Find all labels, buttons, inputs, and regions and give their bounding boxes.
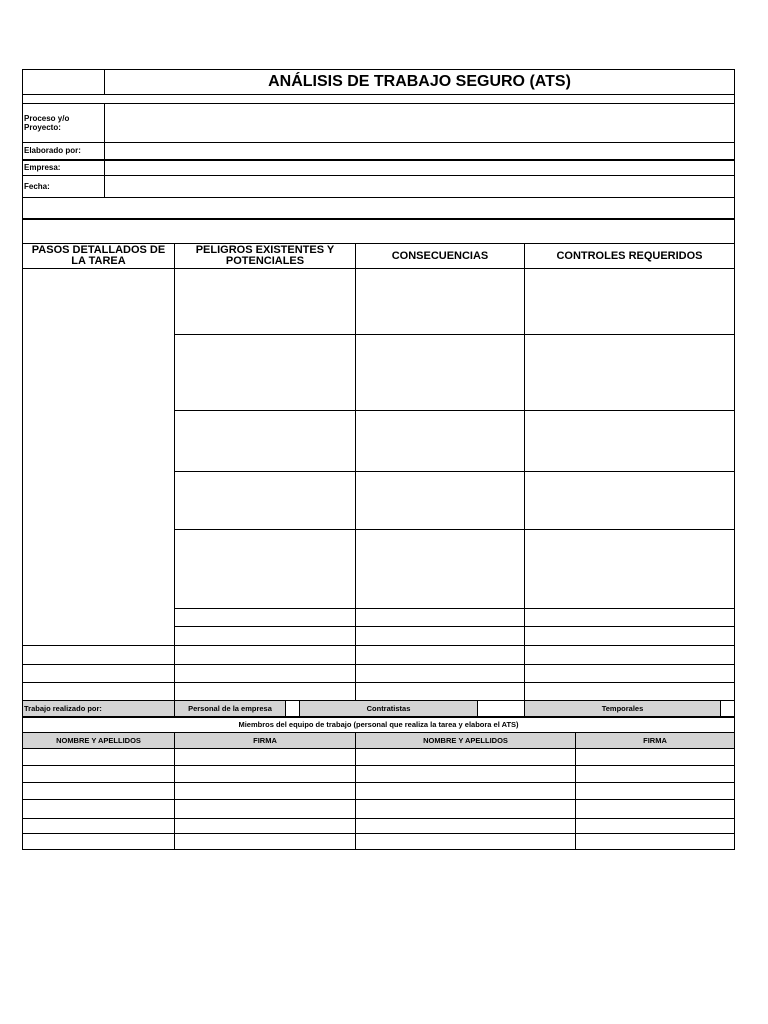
team-cell[interactable]: [23, 833, 175, 849]
column-header-nombre: NOMBRE Y APELLIDOS: [23, 732, 175, 748]
column-header-controles: CONTROLES REQUERIDOS: [525, 244, 735, 269]
table-cell[interactable]: [175, 530, 356, 609]
column-header-pasos: PASOS DETALLADOS DE LA TAREA: [23, 244, 175, 269]
team-cell[interactable]: [576, 782, 735, 799]
team-cell[interactable]: [576, 765, 735, 782]
proceso-field[interactable]: [105, 104, 735, 143]
team-cell[interactable]: [356, 748, 576, 765]
work-done-table: [22, 700, 735, 717]
table-cell[interactable]: [175, 627, 356, 646]
table-cell[interactable]: [525, 683, 735, 701]
column-header-consecuencias: CONSECUENCIAS: [356, 244, 525, 269]
work-done-label: Trabajo realizado por:: [23, 701, 175, 717]
table-cell[interactable]: [175, 665, 356, 683]
table-cell[interactable]: [356, 269, 525, 335]
table-cell[interactable]: [175, 472, 356, 530]
table-cell[interactable]: [175, 683, 356, 701]
column-header-peligros: PELIGROS EXISTENTES Y POTENCIALES: [175, 244, 356, 269]
team-cell[interactable]: [576, 799, 735, 818]
column-header-firma: FIRMA: [175, 732, 356, 748]
steps-cell[interactable]: [23, 269, 175, 646]
team-cell[interactable]: [576, 833, 735, 849]
team-cell[interactable]: [23, 748, 175, 765]
table-cell[interactable]: [525, 335, 735, 411]
team-cell[interactable]: [356, 782, 576, 799]
table-cell[interactable]: [23, 665, 175, 683]
table-cell[interactable]: [175, 609, 356, 627]
header-table: [22, 69, 735, 244]
option-temporales: Temporales: [525, 701, 721, 717]
table-cell[interactable]: [356, 609, 525, 627]
table-cell[interactable]: [175, 269, 356, 335]
table-cell[interactable]: [356, 627, 525, 646]
proceso-label: Proceso y/o Proyecto:: [23, 104, 105, 143]
team-cell[interactable]: [23, 799, 175, 818]
team-cell[interactable]: [576, 818, 735, 833]
table-cell[interactable]: [356, 530, 525, 609]
fecha-field[interactable]: [105, 176, 735, 198]
team-cell[interactable]: [356, 818, 576, 833]
team-cell[interactable]: [175, 818, 356, 833]
checkbox-temporales[interactable]: [721, 701, 735, 717]
table-cell[interactable]: [23, 646, 175, 665]
table-cell[interactable]: [23, 683, 175, 701]
blank-row: [23, 198, 735, 219]
table-cell[interactable]: [525, 411, 735, 472]
team-cell[interactable]: [356, 799, 576, 818]
team-cell[interactable]: [356, 833, 576, 849]
column-header-nombre: NOMBRE Y APELLIDOS: [356, 732, 576, 748]
checkbox-personal-empresa[interactable]: [286, 701, 300, 717]
table-cell[interactable]: [525, 472, 735, 530]
table-cell[interactable]: [356, 472, 525, 530]
fecha-label: Fecha:: [23, 176, 105, 198]
blank-row: [23, 219, 735, 244]
empresa-field[interactable]: [105, 160, 735, 176]
team-cell[interactable]: [23, 818, 175, 833]
spacer-row: [23, 95, 735, 104]
checkbox-contratistas[interactable]: [478, 701, 525, 717]
empresa-label: Empresa:: [23, 160, 105, 176]
table-cell[interactable]: [356, 335, 525, 411]
page-title: ANÁLISIS DE TRABAJO SEGURO (ATS): [105, 70, 735, 95]
team-table: [22, 716, 735, 850]
team-cell[interactable]: [175, 833, 356, 849]
elaborado-field[interactable]: [105, 143, 735, 160]
table-cell[interactable]: [356, 683, 525, 701]
team-cell[interactable]: [356, 765, 576, 782]
team-cell[interactable]: [23, 765, 175, 782]
table-cell[interactable]: [175, 411, 356, 472]
elaborado-label: Elaborado por:: [23, 143, 105, 160]
team-cell[interactable]: [175, 782, 356, 799]
team-cell[interactable]: [576, 748, 735, 765]
table-cell[interactable]: [525, 665, 735, 683]
logo-cell: [23, 70, 105, 95]
table-cell[interactable]: [525, 627, 735, 646]
table-cell[interactable]: [356, 665, 525, 683]
table-cell[interactable]: [175, 646, 356, 665]
team-cell[interactable]: [175, 748, 356, 765]
team-cell[interactable]: [23, 782, 175, 799]
table-cell[interactable]: [175, 335, 356, 411]
column-header-firma: FIRMA: [576, 732, 735, 748]
analysis-table: [22, 243, 735, 701]
team-cell[interactable]: [175, 799, 356, 818]
team-cell[interactable]: [175, 765, 356, 782]
ats-form: [22, 69, 734, 850]
option-contratistas: Contratistas: [300, 701, 478, 717]
table-cell[interactable]: [525, 269, 735, 335]
table-cell[interactable]: [525, 609, 735, 627]
table-cell[interactable]: [525, 530, 735, 609]
table-cell[interactable]: [356, 646, 525, 665]
team-title: Miembros del equipo de trabajo (personal que realiza la tarea y elabora el ATS): [23, 717, 735, 732]
option-personal-empresa: Personal de la empresa: [175, 701, 286, 717]
table-cell[interactable]: [525, 646, 735, 665]
table-cell[interactable]: [356, 411, 525, 472]
